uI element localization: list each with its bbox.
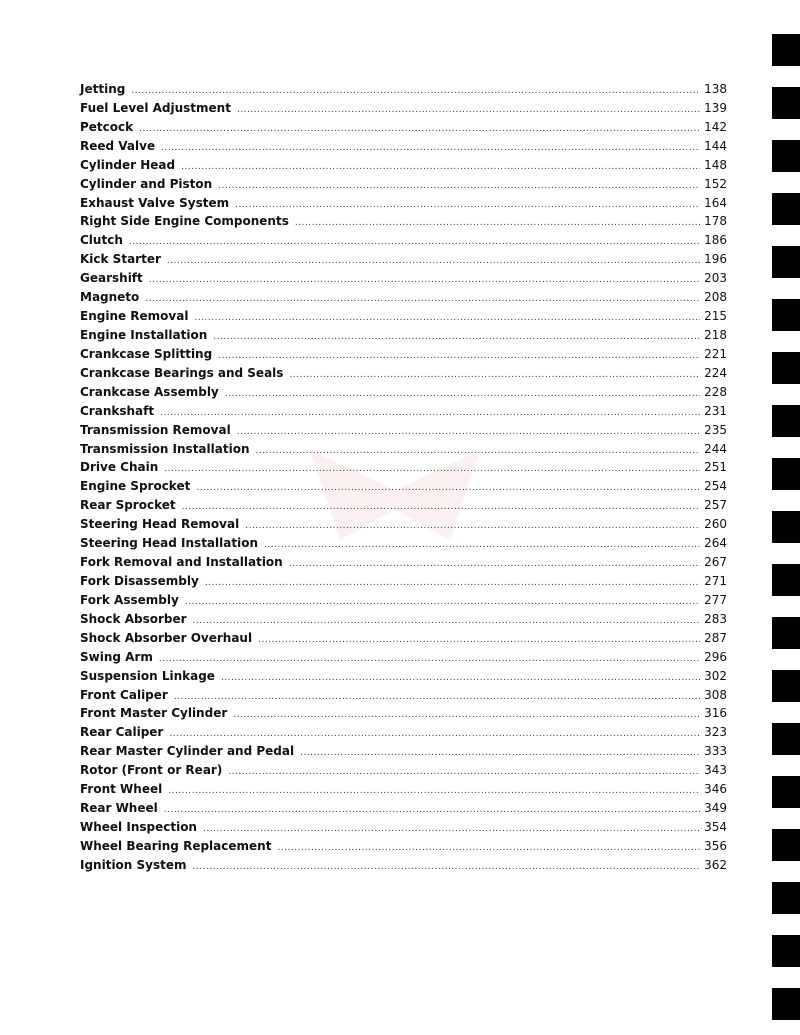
- dot-leader: [194, 309, 700, 328]
- toc-entry-title: Fork Assembly: [80, 592, 179, 607]
- toc-entry-page: 254: [704, 479, 727, 494]
- toc-entry[interactable]: [80, 194, 727, 213]
- section-tab-marker: [772, 511, 800, 543]
- toc-entry-page: 224: [704, 365, 727, 380]
- toc-entry-page: 218: [704, 327, 727, 342]
- toc-entry-title: Suspension Linkage: [80, 668, 215, 683]
- toc-entry-page: 221: [704, 346, 727, 361]
- toc-entry-page: 138: [704, 82, 727, 96]
- dot-leader: [185, 593, 700, 612]
- toc-entry[interactable]: [80, 496, 727, 515]
- toc-entry-title: Cylinder and Piston: [80, 176, 213, 191]
- toc-entry[interactable]: [80, 477, 727, 496]
- toc-entry[interactable]: [80, 231, 727, 250]
- toc-entry-page: 277: [704, 592, 727, 607]
- toc-entry-title: Wheel Inspection: [80, 819, 197, 834]
- section-tab-marker: [772, 988, 800, 1020]
- dot-leader: [182, 498, 700, 517]
- dot-leader: [264, 536, 700, 555]
- section-tab-marker: [772, 882, 800, 914]
- toc-entry-title: Kick Starter: [80, 252, 161, 267]
- toc-entry-page: 271: [704, 573, 727, 588]
- toc-entry[interactable]: [80, 837, 727, 856]
- toc-entry-title: Petcock: [80, 119, 134, 134]
- toc-entry[interactable]: [80, 629, 727, 648]
- dot-leader: [205, 574, 700, 593]
- toc-entry-title: Transmission Installation: [80, 441, 250, 456]
- toc-entry-title: Rear Caliper: [80, 725, 164, 740]
- toc-entry-page: 302: [704, 668, 727, 683]
- toc-entry[interactable]: [80, 648, 727, 667]
- toc-entry[interactable]: [80, 553, 727, 572]
- section-tab-marker: [772, 246, 800, 278]
- toc-entry-page: 142: [704, 119, 727, 134]
- dot-leader: [160, 404, 700, 423]
- toc-entry-page: 296: [704, 649, 727, 664]
- toc-entry-page: 231: [704, 403, 727, 418]
- toc-entry-page: 235: [704, 422, 727, 437]
- toc-entry[interactable]: [80, 118, 727, 137]
- toc-entry[interactable]: [80, 212, 727, 231]
- toc-entry-title: Gearshift: [80, 271, 143, 286]
- toc-entry-title: Exhaust Valve System: [80, 195, 230, 210]
- section-tab-marker: [772, 87, 800, 119]
- toc-entry-title: Wheel Bearing Replacement: [80, 838, 272, 853]
- section-tab-marker: [772, 299, 800, 331]
- toc-entry-title: Rotor (Front or Rear): [80, 763, 223, 778]
- section-tab-strip: [770, 0, 800, 1035]
- toc-entry-title: Fork Removal and Installation: [80, 555, 283, 570]
- toc-entry-title: Rear Sprocket: [80, 498, 176, 513]
- toc-entry-title: Front Master Cylinder: [80, 706, 228, 721]
- toc-entry[interactable]: [80, 534, 727, 553]
- toc-entry-page: 343: [704, 763, 727, 778]
- toc-entry-title: Engine Removal: [80, 309, 189, 324]
- toc-entry-page: 346: [704, 782, 727, 797]
- toc-entry-title: Fuel Level Adjustment: [80, 100, 231, 115]
- section-tab-marker: [772, 352, 800, 384]
- toc-entry-page: 264: [704, 536, 727, 551]
- toc-entry-title: Ignition System: [80, 857, 187, 872]
- dot-leader: [149, 271, 700, 290]
- dot-leader: [129, 233, 700, 252]
- section-tab-marker: [772, 34, 800, 66]
- toc-entry-page: 260: [704, 517, 727, 532]
- toc-entry[interactable]: [80, 818, 727, 837]
- toc-entry-page: 203: [704, 271, 727, 286]
- toc-entry[interactable]: [80, 667, 727, 686]
- toc-entry[interactable]: [80, 383, 727, 402]
- toc-entry-title: Rear Master Cylinder and Pedal: [80, 744, 295, 759]
- toc-entry[interactable]: [80, 723, 727, 742]
- dot-leader: [245, 517, 700, 536]
- section-tab-marker: [772, 405, 800, 437]
- dot-leader: [181, 158, 700, 177]
- dot-leader: [164, 801, 700, 820]
- toc-entry-page: 144: [704, 138, 727, 153]
- toc-entry-page: 251: [704, 460, 727, 475]
- toc-entry-page: 316: [704, 706, 727, 721]
- toc-entry-title: Cylinder Head: [80, 157, 176, 172]
- toc-entry-title: Right Side Engine Components: [80, 214, 289, 229]
- toc-entry-title: Front Caliper: [80, 687, 168, 702]
- toc-entry[interactable]: [80, 156, 727, 175]
- toc-entry-page: 354: [704, 819, 727, 834]
- dot-leader: [196, 479, 700, 498]
- toc-entry[interactable]: [80, 99, 727, 118]
- toc-entry[interactable]: [80, 780, 727, 799]
- dot-leader: [300, 744, 700, 763]
- dot-leader: [225, 385, 700, 404]
- toc-entry-page: 215: [704, 309, 727, 324]
- toc-entry[interactable]: [80, 591, 727, 610]
- toc-entry-title: Drive Chain: [80, 460, 159, 475]
- toc-entry[interactable]: [80, 250, 727, 269]
- dot-leader: [277, 839, 700, 858]
- toc-entry[interactable]: [80, 799, 727, 818]
- toc-entry-title: Crankshaft: [80, 403, 155, 418]
- toc-entry-page: 228: [704, 384, 727, 399]
- toc-entry[interactable]: [80, 326, 727, 345]
- toc-entry-title: Reed Valve: [80, 138, 156, 153]
- dot-leader: [218, 347, 700, 366]
- toc-entry[interactable]: [80, 307, 727, 326]
- toc-entry[interactable]: [80, 704, 727, 723]
- dot-leader: [193, 858, 701, 877]
- dot-leader: [168, 782, 700, 801]
- toc-entry-title: Swing Arm: [80, 649, 153, 664]
- dot-leader: [167, 252, 700, 271]
- dot-leader: [237, 101, 700, 120]
- toc-entry[interactable]: [80, 742, 727, 761]
- section-tab-marker: [772, 458, 800, 490]
- toc-entry-page: 362: [704, 857, 727, 872]
- toc-entry[interactable]: [80, 137, 727, 156]
- dot-leader: [256, 442, 701, 461]
- dot-leader: [174, 688, 700, 707]
- toc-entry-page: 196: [704, 252, 727, 267]
- dot-leader: [213, 328, 700, 347]
- dot-leader: [233, 706, 700, 725]
- toc-entry-page: 287: [704, 630, 727, 645]
- toc-entry-page: 308: [704, 687, 727, 702]
- toc-entry-title: Fork Disassembly: [80, 573, 199, 588]
- toc-entry-page: 333: [704, 744, 727, 759]
- toc-entry-page: 267: [704, 555, 727, 570]
- toc-entry-page: 186: [704, 233, 727, 248]
- toc-entry[interactable]: [80, 515, 727, 534]
- toc-entry-title: Engine Installation: [80, 327, 208, 342]
- toc-entry[interactable]: [80, 345, 727, 364]
- toc-entry-title: Engine Sprocket: [80, 479, 191, 494]
- toc-entry-title: Front Wheel: [80, 782, 163, 797]
- toc-entry-page: 139: [704, 100, 727, 115]
- dot-leader: [161, 139, 700, 158]
- dot-leader: [295, 214, 700, 233]
- dot-leader: [228, 763, 700, 782]
- dot-leader: [289, 555, 700, 574]
- dot-leader: [159, 650, 700, 669]
- dot-leader: [221, 669, 700, 688]
- section-tab-marker: [772, 670, 800, 702]
- section-tab-marker: [772, 723, 800, 755]
- toc-entry[interactable]: [80, 364, 727, 383]
- toc-entry-page: 257: [704, 498, 727, 513]
- toc-entry[interactable]: [80, 402, 727, 421]
- toc-entry[interactable]: [80, 421, 727, 440]
- table-of-contents: [80, 80, 727, 875]
- dot-leader: [139, 120, 700, 139]
- toc-entry-title: Shock Absorber Overhaul: [80, 630, 253, 645]
- section-tab-marker: [772, 829, 800, 861]
- toc-entry-title: Crankcase Splitting: [80, 346, 213, 361]
- toc-entry[interactable]: [80, 686, 727, 705]
- section-tab-marker: [772, 935, 800, 967]
- toc-entry-page: 178: [704, 214, 727, 229]
- dot-leader: [193, 612, 701, 631]
- toc-entry-page: 356: [704, 838, 727, 853]
- toc-entry[interactable]: [80, 269, 727, 288]
- dot-leader: [218, 177, 700, 196]
- toc-entry[interactable]: [80, 458, 727, 477]
- toc-entry[interactable]: [80, 572, 727, 591]
- toc-entry[interactable]: [80, 288, 727, 307]
- toc-entry-title: Shock Absorber: [80, 611, 187, 626]
- toc-entry[interactable]: [80, 80, 727, 99]
- dot-leader: [289, 366, 700, 385]
- toc-entry-page: 244: [704, 441, 727, 456]
- toc-entry-title: Crankcase Bearings and Seals: [80, 365, 284, 380]
- dot-leader: [258, 631, 700, 650]
- section-tab-marker: [772, 564, 800, 596]
- toc-entry-page: 208: [704, 290, 727, 305]
- toc-entry-title: Magneto: [80, 290, 140, 305]
- toc-entry[interactable]: [80, 175, 727, 194]
- toc-entry[interactable]: [80, 440, 727, 459]
- toc-entry-page: 349: [704, 801, 727, 816]
- toc-entry-title: Rear Wheel: [80, 801, 158, 816]
- toc-entry[interactable]: [80, 610, 727, 629]
- dot-leader: [235, 196, 700, 215]
- toc-entry[interactable]: [80, 856, 727, 875]
- dot-leader: [164, 460, 700, 479]
- toc-entry-title: Clutch: [80, 233, 123, 248]
- toc-entry-page: 164: [704, 195, 727, 210]
- toc-entry-page: 152: [704, 176, 727, 191]
- toc-entry[interactable]: [80, 761, 727, 780]
- toc-entry-title: Crankcase Assembly: [80, 384, 219, 399]
- toc-entry-page: 283: [704, 611, 727, 626]
- dot-leader: [145, 290, 700, 309]
- toc-entry-title: Steering Head Removal: [80, 517, 240, 532]
- section-tab-marker: [772, 140, 800, 172]
- section-tab-marker: [772, 193, 800, 225]
- dot-leader: [203, 820, 700, 839]
- dot-leader: [237, 423, 700, 442]
- toc-entry-page: 148: [704, 157, 727, 172]
- toc-entry-title: Jetting: [80, 82, 126, 96]
- section-tab-marker: [772, 617, 800, 649]
- toc-entry-page: 323: [704, 725, 727, 740]
- toc-entry-title: Steering Head Installation: [80, 536, 258, 551]
- section-tab-marker: [772, 776, 800, 808]
- toc-entry-title: Transmission Removal: [80, 422, 231, 437]
